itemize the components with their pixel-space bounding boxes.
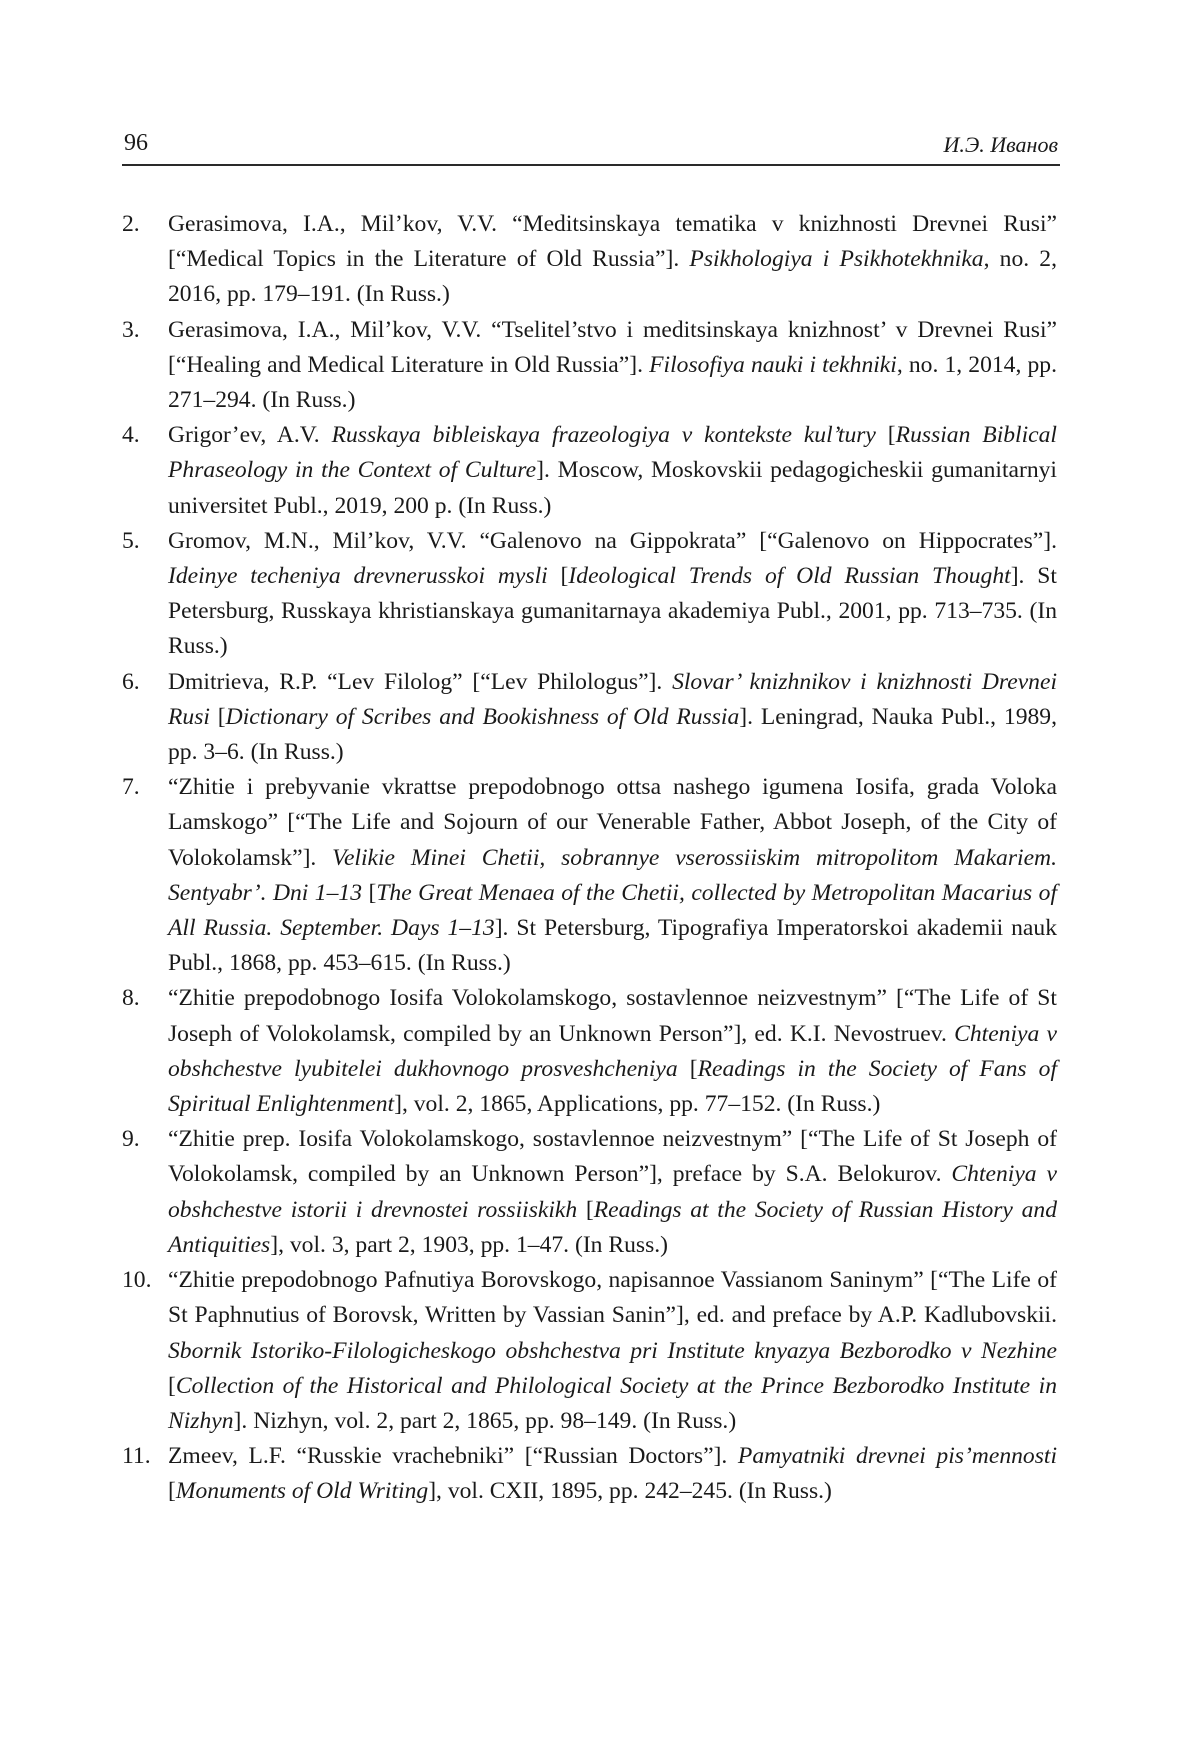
reference-text [168,422,1057,518]
reference-segment: ], vol. 2, 1865, Applications, pp. 77–152. (In Russ.) [394,1091,881,1118]
reference-title-translation: Readings at the Society of Russian History and Antiquities [168,1196,1057,1258]
reference-segment: “Zhitie prepodobnogo Pafnutiya Borovskogo, napisannoe Vassianom Saninym” [“The Life of St Paphnutius of Borovsk, Written by Vassian Sanin”], ed. and preface by A.P. Kadlubovskii. [168,1267,1057,1329]
reference-number: 10. [122,1267,152,1294]
reference-number: 7. [122,774,140,801]
reference-item [122,770,1057,981]
reference-text [168,1267,1057,1434]
reference-text [168,1126,1057,1258]
reference-segment: [ [209,703,226,730]
reference-title: Slovar’ knizhnikov i knizhnosti Drevnei Rusi [168,668,1058,730]
reference-segment: Gromov, M.N., Mil’kov, V.V. “Galenovo na Gippokrata” [“Galenovo on Hippocrates”]. [168,527,1057,554]
reference-item [122,1122,1057,1263]
reference-title-translation: Russian Biblical Phraseology in the Context of Culture [168,422,1057,484]
reference-text [168,985,1057,1117]
reference-title: Velikie Minei Chetii, sobrannye vserossiiskim mitropolitom Makariem. Sentyabr’. Dni 1–13 [168,844,1057,906]
reference-segment: ]. Moscow, Moskovskii pedagogicheskii gumanitarnyi universitet Publ., 2019, 200 p. (In Russ.) [168,457,1057,519]
reference-segment: Dmitrieva, R.P. “Lev Filolog” [“Lev Philologus”]. [168,668,673,695]
reference-segment: [ [577,1196,594,1223]
reference-item [122,665,1057,771]
page-number: 96 [124,130,148,156]
reference-segment: Zmeev, L.F. “Russkie vrachebniki” [“Russian Doctors”]. [168,1443,738,1470]
reference-number: 2. [122,211,140,237]
reference-segment: [ [547,563,569,590]
reference-item [122,981,1057,1122]
reference-segment: “Zhitie prepodobnogo Iosifa Volokolamskogo, sostavlennoe neizvestnym” [“The Life of St Joseph of Volokolamsk, compiled by an Unknown Person”], ed. K.I. Nevostruev. [168,985,1057,1047]
reference-segment: [ [168,1478,176,1505]
reference-number: 5. [122,527,140,554]
reference-segment: ], vol. 3, part 2, 1903, pp. 1–47. (In Russ.) [270,1231,669,1258]
reference-item [122,313,1057,419]
reference-segment: Gerasimova, I.A., Mil’kov, V.V. “Meditsinskaya tematika v knizhnosti Drevnei Rusi” [“Medical Topics in the Literature of Old Russia”]. [168,211,1057,273]
reference-segment: [ [875,422,896,449]
reference-segment: “Zhitie prep. Iosifa Volokolamskogo, sostavlennoe neizvestnym” [“The Life of St Joseph of Volokolamsk, compiled by an Unknown Person”], preface by S.A. Belokurov. [168,1126,1057,1188]
reference-title-translation: Dictionary of Scribes and Bookishness of Old Russia [225,703,740,730]
reference-item [122,1263,1057,1439]
reference-number: 9. [122,1126,140,1153]
reference-item [122,207,1057,313]
reference-title-translation: The Great Menaea of the Chetii, collected by Metropolitan Macarius of All Russia. September. Days 1–13 [168,879,1057,942]
reference-segment: ], vol. CXII, 1895, pp. 242–245. (In Russ.) [428,1478,832,1505]
reference-title: Chteniya v obshchestve istorii i drevnostei rossiiskikh [168,1161,1057,1223]
reference-title-translation: Monuments of Old Writing [175,1478,429,1505]
reference-text [168,1443,1057,1504]
reference-title: Russkaya bibleiskaya frazeologiya v kontekste kul’tury [331,422,876,449]
reference-title: Pamyatniki drevnei pis’mennosti [737,1443,1058,1470]
reference-text [168,317,1057,413]
reference-title: Psikhologiya i Psikhotekhnika [689,246,984,273]
reference-segment: ]. St Petersburg, Tipografiya Imperatorskoi akademii nauk Publ., 1868, pp. 453–615. (In Russ.) [168,915,1057,977]
reference-text [168,774,1057,976]
reference-title: Filosofiya nauki i tekhniki [649,351,897,378]
page-header [122,124,1060,166]
reference-list [122,207,1057,1510]
reference-number: 3. [122,316,140,343]
running-head: И.Э. Иванов [943,132,1058,157]
reference-item [122,418,1057,524]
reference-title: Ideinye techeniya drevnerusskoi mysli [168,563,548,590]
reference-title: Chteniya v obshchestve lyubitelei dukhovnogo prosveshcheniya [168,1020,1057,1082]
reference-text [168,669,1057,765]
reference-segment: ]. Nizhyn, vol. 2, part 2, 1865, pp. 98–149. (In Russ.) [233,1407,737,1434]
reference-segment: ]. Leningrad, Nauka Publ., 1989, pp. 3–6. (In Russ.) [168,703,1057,766]
reference-segment: [ [168,1372,176,1399]
reference-item [122,1439,1057,1509]
reference-segment: [ [677,1055,698,1082]
reference-segment: [ [362,879,377,906]
reference-title-translation: Collection of the Historical and Philological Society at the Prince Bezborodko Institute in Nizhyn [168,1372,1057,1434]
reference-number: 6. [122,668,140,695]
reference-segment: Gerasimova, I.A., Mil’kov, V.V. “Tselitel’stvo i meditsinskaya knizhnost’ v Drevnei Rusi” [“Healing and Medical Literature in Old Russia”]. [168,316,1057,378]
reference-segment: , no. 2, 2016, pp. 179–191. (In Russ.) [168,246,1057,308]
reference-segment: , no. 1, 2014, pp. 271–294. (In Russ.) [168,351,1057,414]
reference-title-translation: Readings in the Society of Fans of Spiritual Enlightenment [168,1055,1057,1118]
reference-segment: “Zhitie i prebyvanie vkrattse prepodobnogo ottsa nashego igumena Iosifa, grada Voloka Lamskogo” [“The Life and Sojourn of our Venerable Father, Abbot Joseph, of the City of Volokolamsk”]. [168,774,1057,871]
reference-number: 4. [122,422,140,449]
reference-segment: Grigor’ev, A.V. [168,422,332,449]
reference-text [168,211,1057,307]
reference-title-translation: Ideological Trends of Old Russian Thought [568,563,1011,590]
reference-title: Sbornik Istoriko-Filologicheskogo obshchestva pri Institute knyazya Bezborodko v Nezhine [168,1337,1057,1364]
reference-segment: ]. St Petersburg, Russkaya khristianskaya gumanitarnaya akademiya Publ., 2001, pp. 713–735. (In Russ.) [168,563,1057,660]
reference-text [168,528,1057,660]
reference-number: 8. [122,985,140,1012]
reference-item [122,524,1057,665]
reference-number: 11. [122,1443,151,1470]
